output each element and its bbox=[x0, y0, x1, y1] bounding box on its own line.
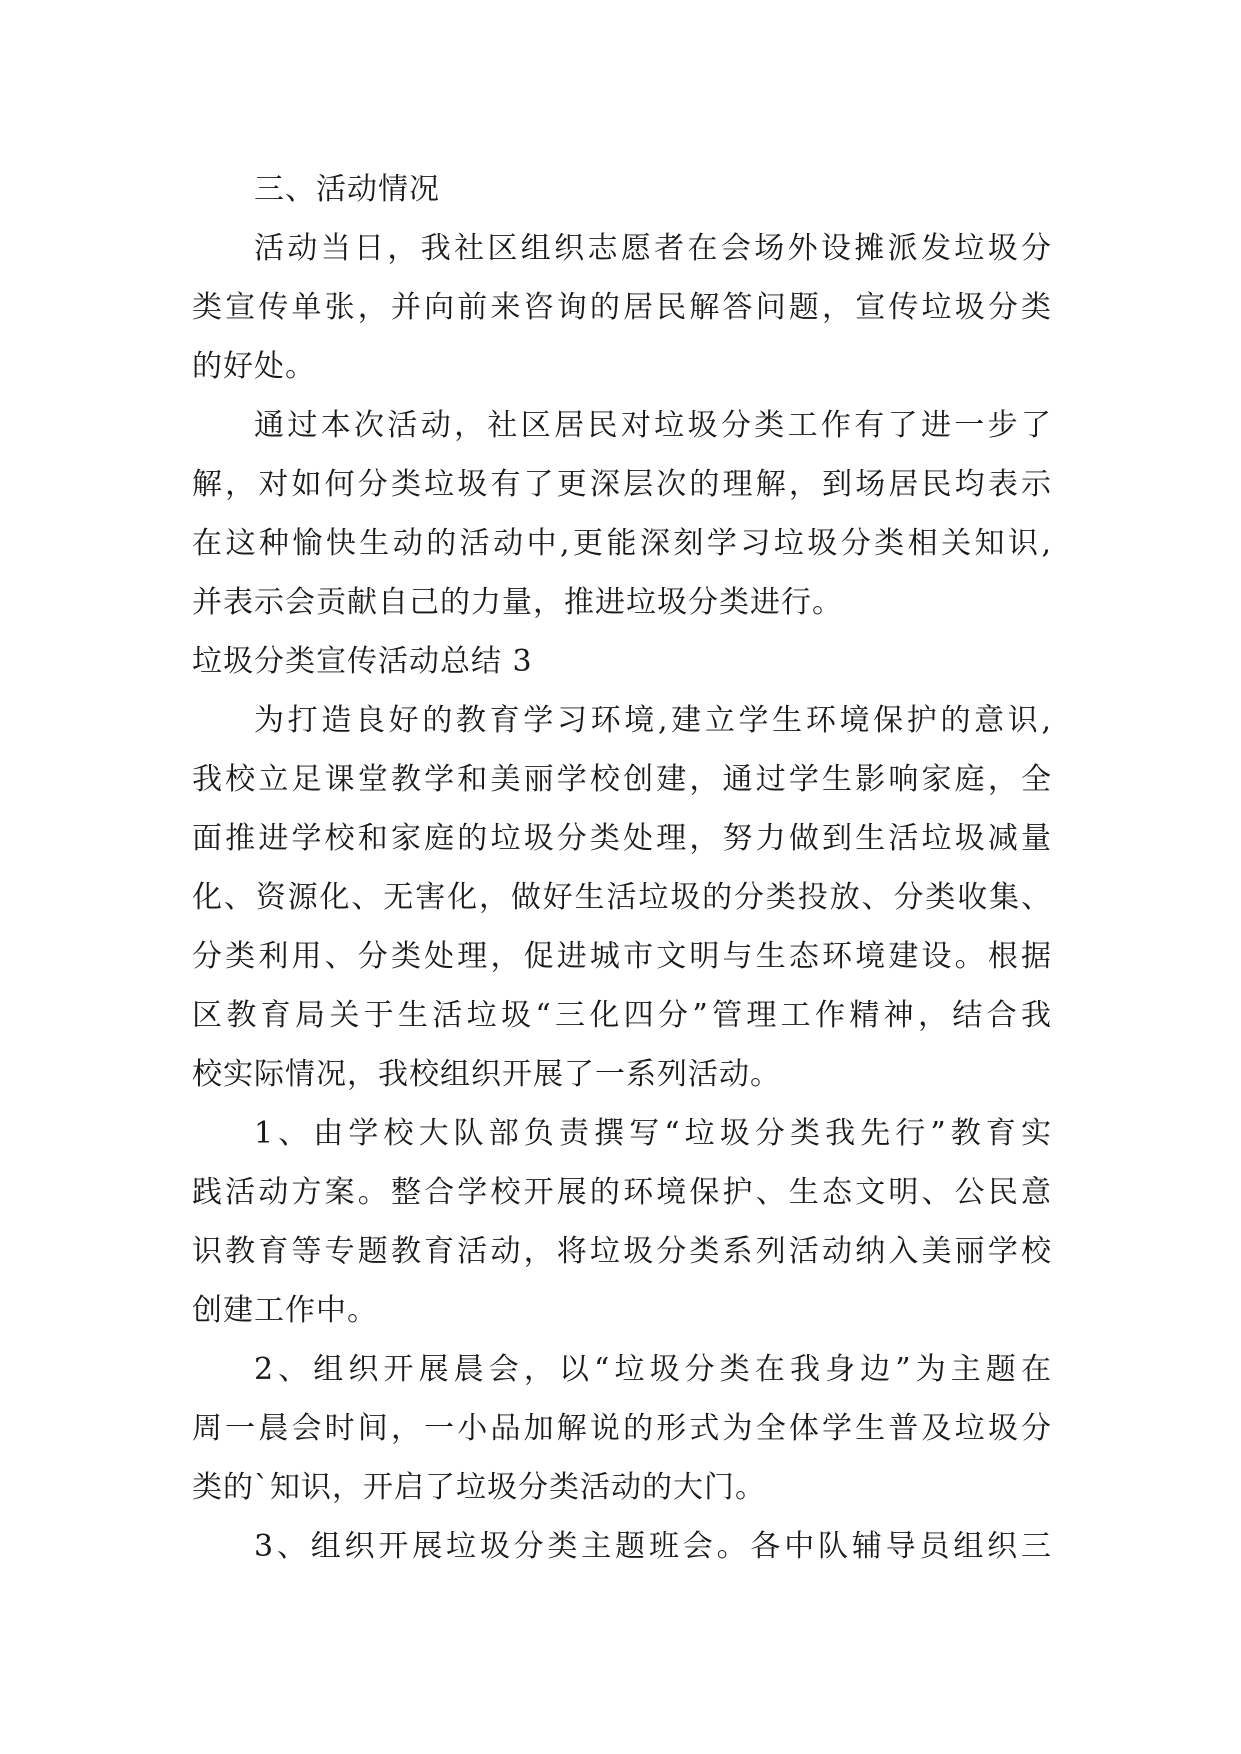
paragraph-line: 3、组织开展垃圾分类主题班会。各中队辅导员组织三 bbox=[254, 1529, 1052, 1564]
paragraph-line: 面推进学校和家庭的垃圾分类处理，努力做到生活垃圾减量 bbox=[192, 821, 1052, 856]
section-heading: 三、活动情况 bbox=[254, 172, 440, 207]
paragraph bbox=[192, 1104, 1052, 1340]
paragraph bbox=[192, 691, 1052, 1104]
section-title: 垃圾分类宣传活动总结 3 bbox=[192, 644, 533, 679]
paragraph-line: 分类利用、分类处理，促进城市文明与生态环境建设。根据 bbox=[192, 939, 1052, 974]
paragraph-line: 创建工作中。 bbox=[192, 1293, 378, 1328]
paragraph-line: 区教育局关于生活垃圾“三化四分”管理工作精神，结合我 bbox=[192, 998, 1052, 1033]
document-content bbox=[192, 160, 1052, 1576]
paragraph bbox=[192, 1517, 1052, 1576]
paragraph-line: 识教育等专题教育活动，将垃圾分类系列活动纳入美丽学校 bbox=[192, 1234, 1052, 1269]
paragraph-line: 并表示会贡献自己的力量，推进垃圾分类进行。 bbox=[192, 585, 843, 620]
paragraph-line: 我校立足课堂教学和美丽学校创建，通过学生影响家庭，全 bbox=[192, 762, 1052, 797]
paragraph-line: 在这种愉快生动的活动中,更能深刻学习垃圾分类相关知识, bbox=[192, 526, 1052, 561]
paragraph-line: 为打造良好的教育学习环境,建立学生环境保护的意识, bbox=[254, 703, 1052, 738]
paragraph bbox=[192, 396, 1052, 632]
paragraph-line: 类的`知识，开启了垃圾分类活动的大门。 bbox=[192, 1470, 766, 1505]
paragraph bbox=[192, 219, 1052, 396]
paragraph-line: 类宣传单张，并向前来咨询的居民解答问题，宣传垃圾分类 bbox=[192, 290, 1052, 325]
paragraph-line: 的好处。 bbox=[192, 349, 316, 384]
paragraph-line: 1、由学校大队部负责撰写“垃圾分类我先行”教育实 bbox=[254, 1116, 1052, 1151]
paragraph-line: 周一晨会时间，一小品加解说的形式为全体学生普及垃圾分 bbox=[192, 1411, 1052, 1446]
paragraph-line: 解，对如何分类垃圾有了更深层次的理解，到场居民均表示 bbox=[192, 467, 1052, 502]
paragraph-line: 化、资源化、无害化，做好生活垃圾的分类投放、分类收集、 bbox=[192, 880, 1052, 915]
paragraph-line: 校实际情况，我校组织开展了一系列活动。 bbox=[192, 1057, 781, 1092]
paragraph-line: 2、组织开展晨会，以“垃圾分类在我身边”为主题在 bbox=[254, 1352, 1052, 1387]
paragraph-line: 践活动方案。整合学校开展的环境保护、生态文明、公民意 bbox=[192, 1175, 1052, 1210]
paragraph bbox=[192, 1340, 1052, 1517]
paragraph-line: 活动当日，我社区组织志愿者在会场外设摊派发垃圾分 bbox=[254, 231, 1052, 266]
paragraph-line: 通过本次活动，社区居民对垃圾分类工作有了进一步了 bbox=[254, 408, 1052, 443]
